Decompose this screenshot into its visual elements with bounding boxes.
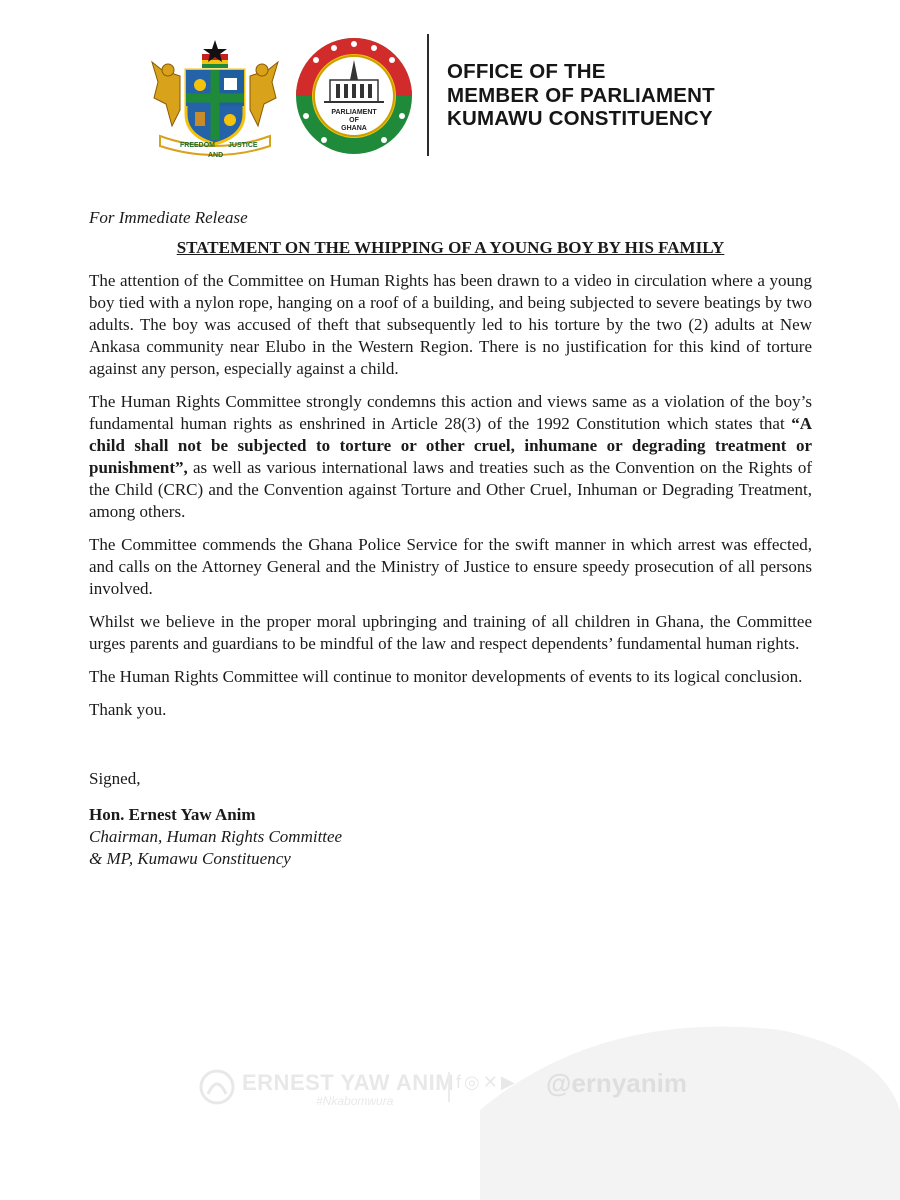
paragraph-4: Whilst we believe in the proper moral upbringing and training of all children in Ghana, the Committee urges parents and guardians to be mindful of the law and respect dependents’ fundamental human rights. [89,612,812,653]
coat-motto-left: FREEDOM [180,142,215,149]
paragraph-2-intro: The Human Rights Committee strongly condemns this action and views same as a violation of the boy’s fundamental human rights as enshrined in Article 28(3) of the 1992 Constitution which states that [89,392,812,433]
social-icons [456,1072,518,1093]
watermark-divider [448,1072,450,1102]
closing-thanks: Thank you. [89,700,167,719]
signer-role-1: Chairman, Human Rights Committee [89,827,343,846]
ghana-coat-of-arms [150,40,280,160]
constitution-quote: “A child shall not be subjected to torture or other cruel, inhumane or degrading treatment or punishment”, [89,414,812,477]
seal-text-line3: GHANA [341,125,367,132]
signature-logo-icon [198,1068,236,1106]
paragraph-2-rest: as well as various international laws and treaties such as the Convention on the Rights of the Child (CRC) and the Convention against Torture and Other Cruel, Inhuman or Degrading Treatment, among others. [89,458,812,521]
coat-motto-bottom: AND [208,152,224,159]
press-statement [89,207,812,870]
office-line-2: MEMBER OF PARLIAMENT [447,83,715,107]
paragraph-3: The Committee commends the Ghana Police Service for the swift manner in which arrest was effected, and calls on the Attorney General and the Ministry of Justice to ensure speedy prosecution of all persons involved. [89,535,812,598]
seal-text-line2: OF [349,117,359,124]
paragraph-2 [89,391,812,523]
instagram-icon: ◎ [464,1072,483,1092]
release-label: For Immediate Release [89,208,248,227]
footer-watermark [198,1066,718,1112]
office-line-1: OFFICE OF THE [447,60,606,83]
letterhead-divider [427,34,429,156]
office-title [447,60,715,131]
paragraph-5: The Human Rights Committee will continue to monitor developments of events to its logical conclusion. [89,667,803,686]
coat-motto-right: JUSTICE [228,142,258,149]
office-line-3: KUMAWU CONSTITUENCY [447,107,713,130]
facebook-icon: f [456,1072,465,1092]
signed-label: Signed, [89,769,141,788]
youtube-icon: ▶ [500,1072,518,1092]
signer-role-2: & MP, Kumawu Constituency [89,849,291,868]
signer-name: Hon. Ernest Yaw Anim [89,805,256,824]
x-icon: ✕ [482,1072,501,1092]
seal-text-line1: PARLIAMENT [331,109,377,116]
watermark-name: ERNEST YAW ANIM [242,1070,455,1095]
watermark-handle: @ernyanim [546,1068,687,1098]
statement-headline: STATEMENT ON THE WHIPPING OF A YOUNG BOY BY HIS FAMILY [176,238,725,257]
watermark-tagline: #Nkabomwura [316,1094,394,1108]
parliament-seal [294,36,414,156]
paragraph-1: The attention of the Committee on Human Rights has been drawn to a video in circulation where a young boy tied with a nylon rope, hanging on a roof of a building, and being subjected to severe beatings by two adults. The boy was accused of theft that subsequently led to his torture by the two (2) adults at New Ankasa community near Elubo in the Western Region. There is no justification for this kind of torture against any person, especially against a child. [89,271,812,378]
letterhead [0,0,900,180]
